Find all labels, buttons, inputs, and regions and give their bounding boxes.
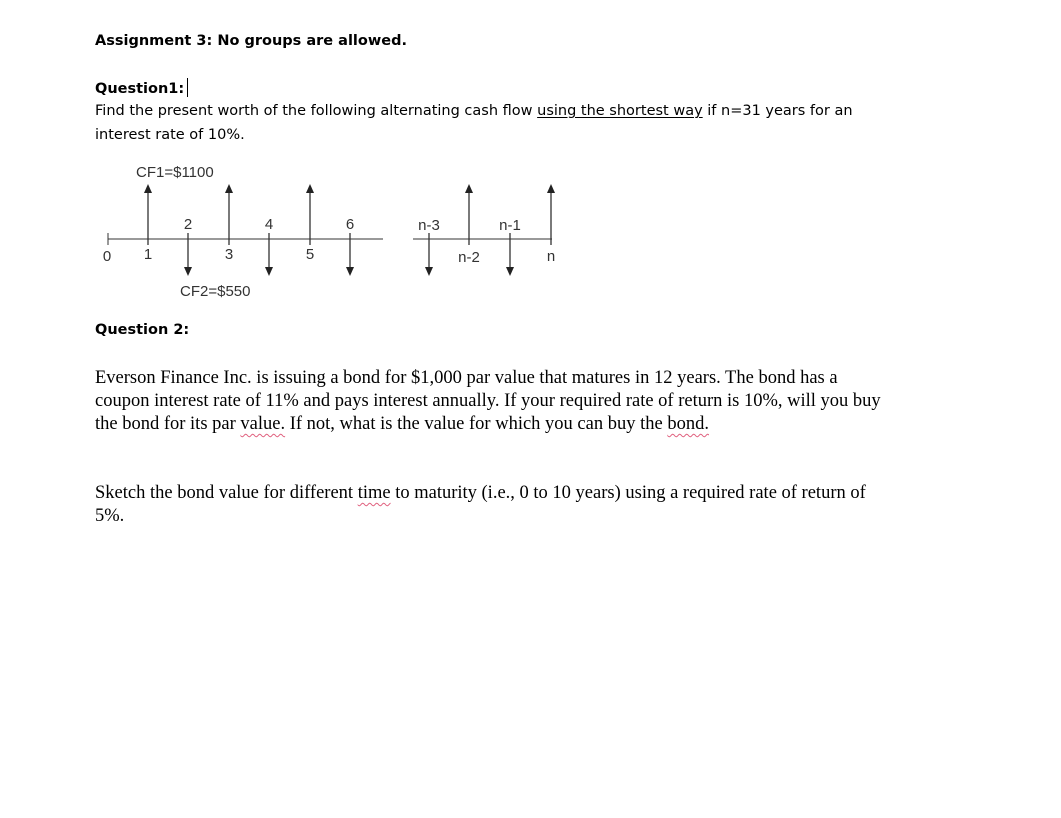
cash-flow-diagram (95, 158, 565, 308)
question1-text-before: Find the present worth of the following alternating cash flow (95, 103, 538, 119)
cash-flow-arrow-3 (225, 184, 233, 245)
period-label-3: 3 (224, 246, 234, 263)
cf1-label: CF1=$1100 (136, 164, 214, 181)
arrow-up-icon (465, 184, 473, 193)
arrow-down-icon (425, 267, 433, 276)
cf2-label: CF2=$550 (180, 283, 251, 300)
arrow-down-icon (346, 267, 354, 276)
arrow-up-icon (225, 184, 233, 193)
question1-text (95, 99, 885, 147)
q2-p1-part-c: If not, what is the value for which you can buy the (285, 414, 668, 434)
cash-flow-arrow-5 (306, 184, 314, 245)
arrow-down-icon (265, 267, 273, 276)
arrow-down-icon (506, 267, 514, 276)
period-label-4: 4 (264, 216, 274, 233)
arrow-up-icon (547, 184, 555, 193)
period-label-n-2: n-2 (458, 249, 480, 266)
period-label-0: 0 (102, 248, 112, 265)
q2-p2-part-a: Sketch the bond value for different (95, 483, 358, 503)
q2-p1-part-a: Everson Finance Inc. is issuing a bond for $1,000 par value that matures in 12 years. The bond has a coupon interest rate of 11% and pays interest annually. If your required rate of return is 10%, will you buy the bond for its par (95, 368, 881, 434)
arrow-up-icon (306, 184, 314, 193)
question1-heading-text: Question1: (95, 81, 185, 97)
cash-flow-arrow-n (547, 184, 555, 245)
question1-text-after: if n=31 years for an interest rate of 10%. (95, 103, 853, 143)
question1-heading (95, 78, 188, 97)
question2-paragraph-2 (95, 482, 885, 528)
period-label-n-1: n-1 (499, 217, 521, 234)
arrow-down-icon (184, 267, 192, 276)
period-label-5: 5 (305, 246, 315, 263)
period-labels (103, 216, 555, 266)
q2-p2-part-c: to maturity (i.e., 0 to 10 years) using a required rate of return of 5%. (95, 483, 866, 526)
q2-p1-spellcheck-value: value. (240, 414, 286, 434)
period-label-1: 1 (143, 246, 153, 263)
question2-heading: Question 2: (95, 322, 190, 338)
period-label-n: n (546, 248, 556, 265)
text-cursor (187, 78, 188, 97)
timeline (108, 233, 552, 245)
arrow-up-icon (144, 184, 152, 193)
q2-p2-spellcheck-time: time (357, 483, 391, 503)
q2-p1-spellcheck-bond: bond. (667, 414, 709, 434)
period-label-6: 6 (345, 216, 355, 233)
question1-text-underlined: using the shortest way (537, 103, 703, 119)
cash-flow-arrow-1 (144, 184, 152, 245)
assignment-title: Assignment 3: No groups are allowed. (95, 33, 407, 49)
period-label-n-3: n-3 (418, 217, 440, 234)
cash-flow-arrow-n-2 (465, 184, 473, 245)
question2-paragraph-1 (95, 367, 885, 436)
period-label-2: 2 (183, 216, 193, 233)
